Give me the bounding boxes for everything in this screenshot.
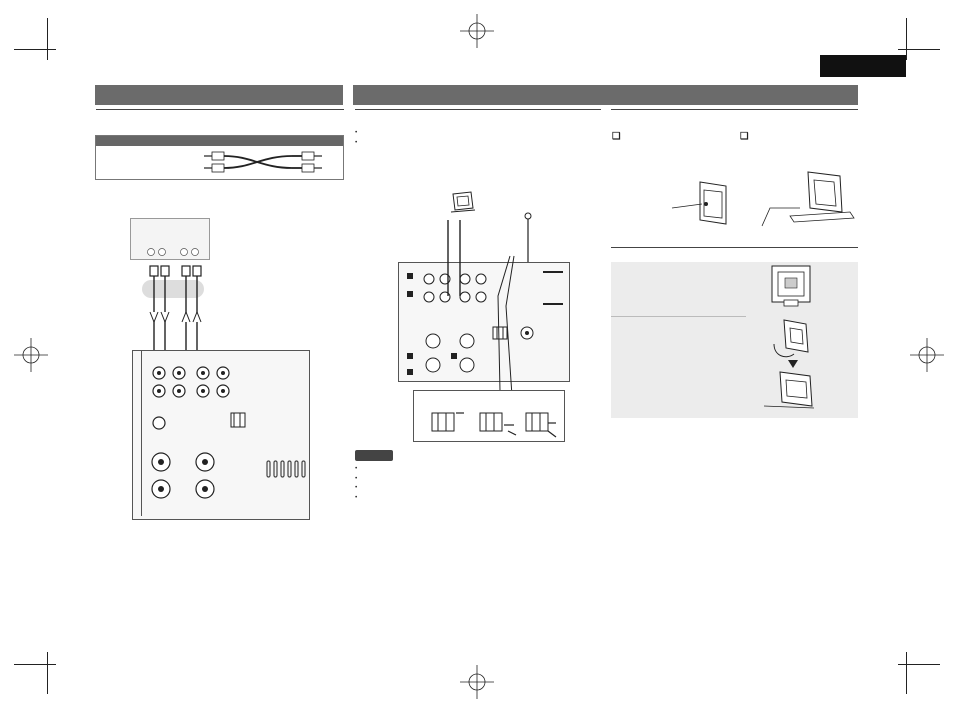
registration-target-left [14,338,48,372]
crop-mark-br-v [906,652,907,694]
terminal-step-illustrations [428,409,558,439]
note-item: • [355,474,358,482]
pin-plug-cable-illustration [192,149,342,177]
note-item: • [355,493,358,501]
recorder-jacks [143,247,203,257]
crop-mark-tl-h [14,49,56,50]
language-badge [820,55,906,77]
heading-am-fm [355,109,601,110]
bullet-item: • [355,129,358,136]
suspended-title [612,131,622,155]
note-badge [355,450,393,461]
heading-cd-md-tape [96,109,344,110]
note-item: • [355,465,358,472]
wall-mount-illustration [670,180,730,230]
assembly-steps-panel [611,262,858,418]
recorder-rear-panel [130,218,210,260]
section-title-antenna [353,85,858,105]
audio-cable-box [95,135,344,180]
registration-target-top [460,14,494,48]
antenna-bullets [355,128,600,147]
standing-antenna-illustration [760,168,856,232]
standing-title [740,131,749,143]
heading-assembling [611,247,858,248]
crop-mark-bl-h [14,664,56,665]
assembly-illustration [762,264,818,414]
bullet-item: • [355,138,358,146]
crop-mark-br-h [898,664,940,665]
checkbox-icon: ❑ [740,131,749,142]
terminal-steps-box [413,390,565,442]
receiver-vents [265,459,309,479]
registration-target-right [910,338,944,372]
crop-mark-tr-h [898,49,940,50]
crop-mark-bl-v [47,652,48,694]
antenna-wires [440,216,540,396]
note-item: • [355,484,358,491]
audio-cable-box-title [96,136,343,146]
crop-mark-tl-v [47,18,48,60]
receiver-jacks-left [147,359,267,509]
crop-mark-tr-v [906,18,907,60]
receiver-rear-panel-left [132,350,310,520]
am-loop-antenna-icon [449,190,479,218]
heading-using-am-loop [611,109,858,110]
checkbox-icon: ❑ [612,131,621,142]
registration-target-bottom [460,665,494,699]
notes-list [355,464,600,502]
step-divider [611,316,746,317]
section-title-recording [95,85,343,105]
